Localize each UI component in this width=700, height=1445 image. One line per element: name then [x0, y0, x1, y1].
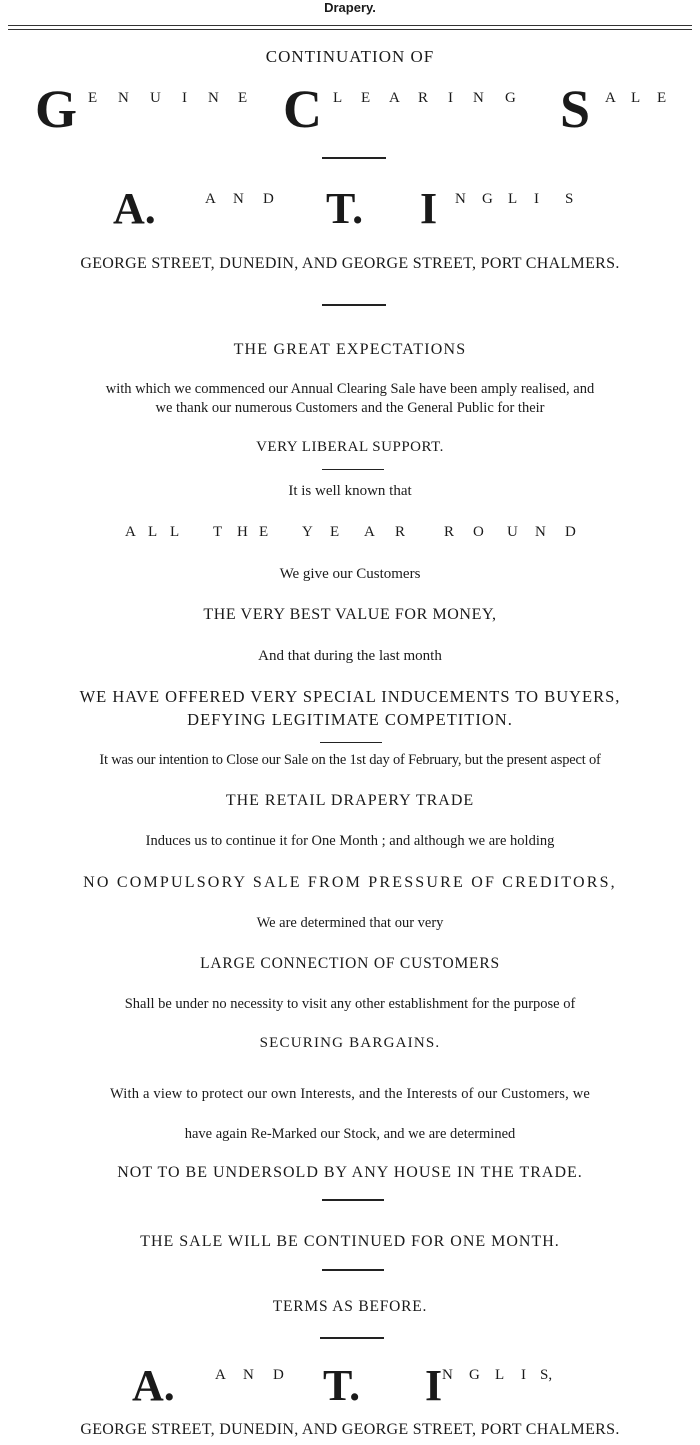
top-rule: [8, 25, 692, 26]
letter: O: [473, 524, 484, 540]
letter: G: [469, 1367, 480, 1383]
letter: A: [215, 1367, 226, 1383]
firm-name: [0, 185, 700, 235]
letter: N: [442, 1367, 453, 1383]
letter: A: [205, 191, 216, 207]
letter: R: [418, 90, 429, 106]
line-large: LARGE CONNECTION OF CUSTOMERS: [200, 955, 500, 972]
letter: N: [243, 1367, 254, 1383]
letter: I: [521, 1367, 526, 1383]
letter: U: [507, 524, 518, 540]
firm-initial-t: T.: [323, 1361, 361, 1410]
letter: E: [361, 90, 371, 106]
top-rule-2: [8, 29, 692, 30]
address-footer: GEORGE STREET, DUNEDIN, AND GEORGE STREET, PORT CHALMERS.: [80, 1421, 620, 1438]
line-undersold: NOT TO BE UNDERSOLD BY ANY HOUSE IN THE TRADE.: [117, 1164, 583, 1181]
letter: D: [263, 191, 274, 207]
firm-initial-t: T.: [326, 184, 364, 233]
headline-initial-s: S: [560, 79, 591, 139]
divider: [322, 469, 384, 470]
firm-initial-a: A.: [132, 1361, 175, 1410]
headline-initial-g: G: [35, 79, 78, 139]
section-heading: Drapery.: [324, 0, 376, 15]
headline: [0, 78, 700, 138]
letter: R: [395, 524, 406, 540]
letter: E: [330, 524, 340, 540]
letter: N: [118, 90, 129, 106]
line-best-value: THE VERY BEST VALUE FOR MONEY,: [203, 606, 497, 623]
firm-initial-i: I: [420, 184, 438, 233]
line-remarked: have again Re-Marked our Stock, and we are determined: [184, 1126, 516, 1142]
letter: S,: [540, 1367, 553, 1383]
headline-initial-c: C: [283, 79, 322, 139]
line-year-round: [0, 524, 700, 546]
letter: S: [565, 191, 574, 207]
letter: T: [213, 524, 223, 540]
letter: A: [605, 90, 616, 106]
letter: G: [482, 191, 493, 207]
letter: R: [444, 524, 455, 540]
letter: L: [631, 90, 641, 106]
line-commenced-2: we thank our numerous Customers and the General Public for their: [155, 400, 545, 416]
letter: Y: [302, 524, 313, 540]
divider: [322, 304, 386, 306]
line-protect: With a view to protect our own Interests, and the Interests of our Customers, we: [109, 1086, 591, 1102]
line-support: VERY LIBERAL SUPPORT.: [256, 439, 444, 455]
firm-name-footer: [0, 1362, 700, 1412]
line-bargains: SECURING BARGAINS.: [259, 1035, 441, 1051]
line-terms: TERMS AS BEFORE.: [272, 1298, 428, 1315]
letter: I: [448, 90, 453, 106]
line-compulsory: NO COMPULSORY SALE FROM PRESSURE OF CREDITORS,: [83, 874, 617, 891]
line-induces: Induces us to continue it for One Month ; and although we are holding: [145, 833, 555, 849]
letter: D: [273, 1367, 284, 1383]
line-last-month: And that during the last month: [258, 648, 442, 664]
line-necessity: Shall be under no necessity to visit any other establishment for the purpose of: [124, 996, 576, 1012]
letter: G: [505, 90, 516, 106]
letter: L: [333, 90, 343, 106]
divider: [322, 1199, 384, 1201]
line-defying: DEFYING LEGITIMATE COMPETITION.: [187, 710, 513, 729]
divider: [320, 742, 382, 743]
divider: [322, 1269, 384, 1271]
letter: U: [150, 90, 161, 106]
line-continued: THE SALE WILL BE CONTINUED FOR ONE MONTH.: [140, 1233, 560, 1250]
letter: E: [259, 524, 269, 540]
letter: H: [237, 524, 248, 540]
letter: A: [364, 524, 375, 540]
continuation-line: CONTINUATION OF: [265, 47, 435, 66]
letter: L: [508, 191, 518, 207]
letter: N: [455, 191, 466, 207]
letter: N: [535, 524, 546, 540]
line-retail: THE RETAIL DRAPERY TRADE: [225, 792, 475, 809]
line-give: We give our Customers: [279, 566, 421, 582]
letter: I: [534, 191, 539, 207]
letter: L: [495, 1367, 505, 1383]
line-determined: We are determined that our very: [256, 915, 444, 931]
line-commenced-1: with which we commenced our Annual Clearing Sale have been amply realised, and: [105, 381, 595, 397]
letter: N: [473, 90, 484, 106]
letter: I: [182, 90, 187, 106]
firm-initial-i: I: [425, 1361, 443, 1410]
letter: A: [125, 524, 136, 540]
line-offered: WE HAVE OFFERED VERY SPECIAL INDUCEMENTS TO BUYERS,: [79, 687, 621, 706]
firm-initial-a: A.: [113, 184, 156, 233]
line-well-known: It is well known that: [288, 483, 412, 499]
letter: N: [233, 191, 244, 207]
letter: E: [88, 90, 98, 106]
divider: [320, 1337, 384, 1339]
letter: E: [657, 90, 667, 106]
letter: D: [565, 524, 576, 540]
letter: L: [170, 524, 180, 540]
letter: L: [148, 524, 158, 540]
divider: [322, 157, 386, 159]
address: GEORGE STREET, DUNEDIN, AND GEORGE STREET, PORT CHALMERS.: [80, 255, 620, 272]
line-expectations: THE GREAT EXPECTATIONS: [233, 341, 467, 358]
letter: N: [208, 90, 219, 106]
letter: E: [238, 90, 248, 106]
line-intention: It was our intention to Close our Sale on the 1st day of February, but the present aspect of: [99, 752, 601, 768]
letter: A: [389, 90, 400, 106]
